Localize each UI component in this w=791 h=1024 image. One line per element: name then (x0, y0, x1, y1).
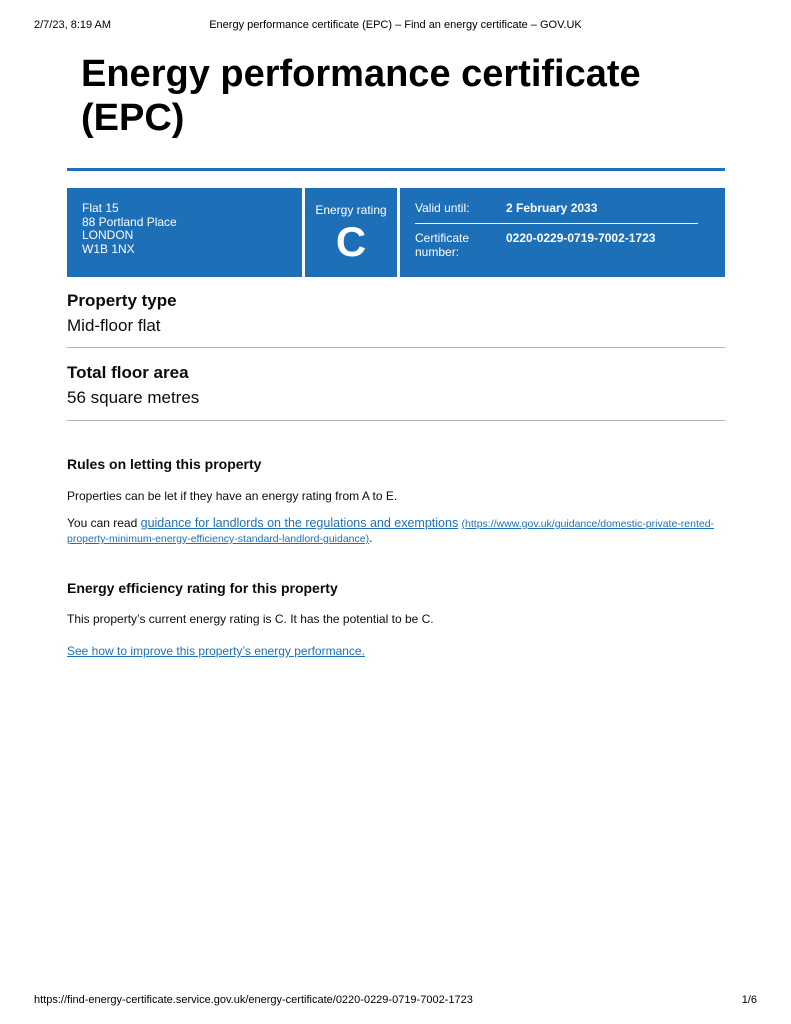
valid-until-value: 2 February 2033 (506, 201, 598, 215)
improve-link-paragraph (67, 644, 717, 658)
title-divider (67, 168, 725, 171)
property-type-heading: Property type (67, 291, 177, 310)
energy-rating-box (305, 188, 397, 277)
guidance-suffix: . (369, 531, 373, 545)
print-page-url: https://find-energy-certificate.service.gov.uk/energy-certificate/0220-0229-0719-7002-1723 (34, 994, 473, 1006)
certificate-number-value: 0220-0229-0719-7002-1723 (506, 231, 656, 245)
guidance-prefix: You can read (67, 516, 141, 530)
efficiency-text: This property’s current energy rating is C. It has the potential to be C. (67, 612, 434, 626)
floor-area-section (67, 363, 725, 408)
section-divider (67, 347, 725, 348)
print-page-number: 1/6 (741, 994, 757, 1006)
print-header (34, 18, 757, 32)
landlord-guidance-url[interactable]: (https://www.gov.uk/guidance/domestic-private-rented-property-minimum-energy-efficiency-standard-landlord-guidance) (67, 518, 715, 545)
property-type-section (67, 291, 725, 336)
address-line: 88 Portland Place (82, 214, 177, 229)
letting-rules-text: Properties can be let if they have an energy rating from A to E. (67, 489, 398, 503)
floor-area-heading: Total floor area (67, 363, 189, 382)
valid-until-label: Valid until: (415, 201, 470, 215)
address-line: Flat 15 (82, 201, 119, 215)
section-divider (67, 420, 725, 421)
letting-rules-heading: Rules on letting this property (67, 456, 262, 472)
certificate-number-label: Certificate number: (415, 231, 470, 259)
property-address (67, 188, 302, 277)
details-divider (415, 223, 698, 224)
certificate-number-row (415, 231, 725, 259)
print-footer (34, 993, 757, 1007)
property-type-value: Mid-floor flat (67, 316, 161, 335)
print-datetime: 2/7/23, 8:19 AM (34, 19, 112, 31)
efficiency-heading: Energy efficiency rating for this property (67, 580, 338, 596)
certificate-details (400, 188, 725, 277)
improve-energy-performance-link[interactable]: See how to improve this property’s energy performance. (67, 644, 365, 658)
letting-guidance-text (67, 516, 717, 546)
address-postcode: W1B 1NX (82, 241, 135, 256)
address-line: LONDON (82, 228, 134, 242)
energy-rating-letter: C (335, 218, 367, 265)
landlord-guidance-link[interactable]: guidance for landlords on the regulations and exemptions (140, 516, 459, 530)
print-document-title: Energy performance certificate (EPC) – Find an energy certificate – GOV.UK (209, 19, 582, 31)
energy-rating-label: Energy rating (315, 203, 387, 217)
floor-area-value: 56 square metres (67, 388, 200, 407)
certificate-summary (67, 188, 725, 277)
valid-until-row (415, 201, 725, 215)
page-title: Energy performance certificate (EPC) (81, 53, 641, 139)
